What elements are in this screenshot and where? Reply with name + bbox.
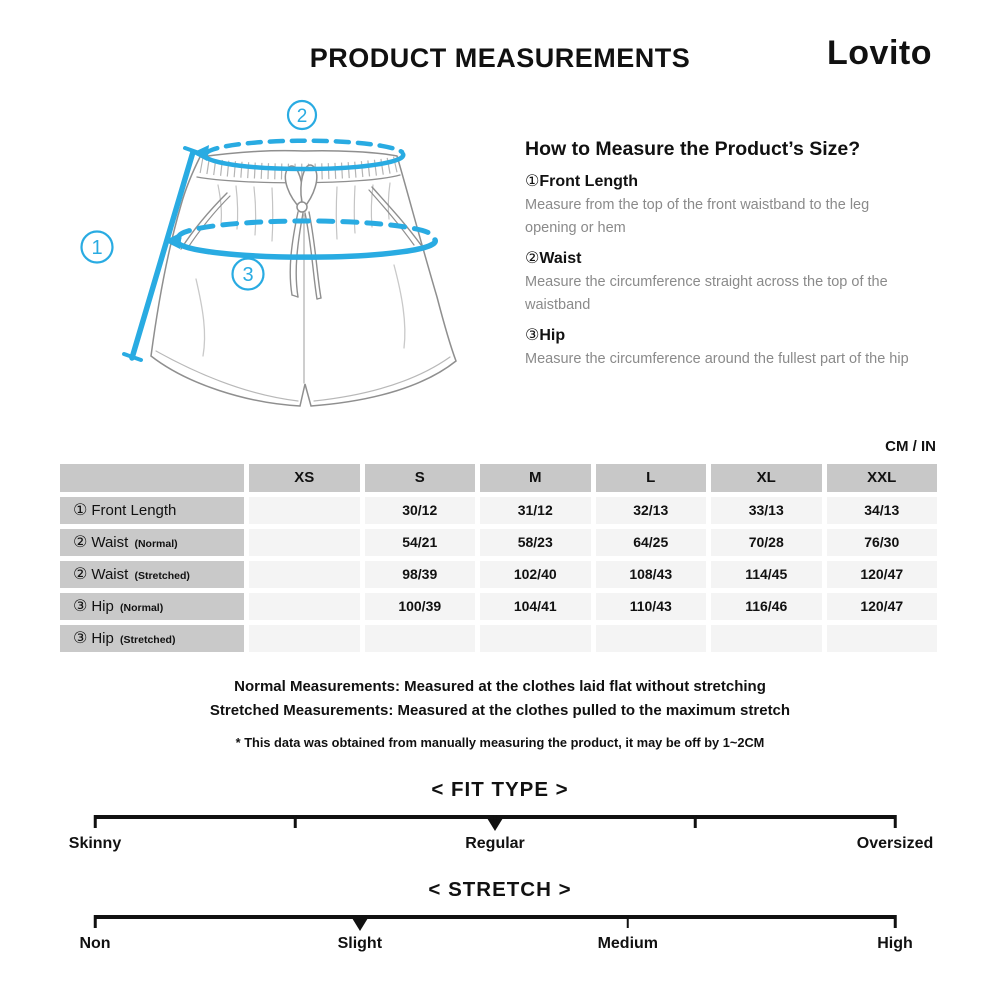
fit-type-title: < FIT TYPE >	[431, 778, 569, 801]
row-label-front-length	[60, 497, 244, 524]
row-name: Hip	[91, 598, 114, 615]
table-cell	[249, 593, 360, 620]
table-cell	[249, 561, 360, 588]
table-cell	[365, 625, 476, 652]
stretch-marker-icon	[352, 918, 368, 931]
row-name: Waist	[91, 534, 129, 551]
how-to-measure-section	[525, 138, 917, 371]
row-label-waist-stretched	[60, 561, 244, 588]
row-name: Waist	[91, 566, 129, 583]
page-title: PRODUCT MEASUREMENTS	[309, 43, 691, 73]
brand-logo: Lovito	[827, 34, 932, 72]
table-cell	[596, 625, 707, 652]
item-number: ②	[525, 250, 540, 267]
unit-label: CM / IN	[885, 438, 936, 455]
table-cell: 114/45	[711, 561, 822, 588]
table-cell	[711, 625, 822, 652]
disclaimer-note: * This data was obtained from manually measuring the product, it may be off by 1~2CM	[235, 735, 765, 750]
fit-label-oversized: Oversized	[856, 835, 934, 852]
table-cell	[480, 625, 591, 652]
note-stretched: Stretched Measurements: Measured at the clothes pulled to the maximum stretch	[209, 701, 791, 719]
scale-tick	[894, 815, 897, 828]
table-cell: 31/12	[480, 497, 591, 524]
scale-tick	[627, 915, 630, 928]
how-to-measure-title: How to Measure the Product’s Size?	[525, 138, 861, 160]
fit-label-skinny: Skinny	[68, 835, 122, 852]
stretch-scale	[95, 915, 895, 919]
row-number: ③	[73, 598, 88, 615]
row-label-hip-stretched	[60, 625, 244, 652]
table-cell: 102/40	[480, 561, 591, 588]
measure-item-hip	[525, 325, 917, 371]
table-cell: 33/13	[711, 497, 822, 524]
table-cell	[827, 625, 938, 652]
stretch-label-slight: Slight	[337, 935, 383, 952]
stretch-title: < STRETCH >	[428, 878, 572, 901]
row-qualifier: (Stretched)	[120, 634, 176, 646]
table-cell: 108/43	[596, 561, 707, 588]
size-header-xxl: XXL	[827, 464, 938, 492]
table-cell	[249, 529, 360, 556]
measure-item-heading	[525, 248, 917, 268]
row-qualifier: (Normal)	[120, 602, 164, 614]
item-description: Measure the circumference straight across the top of the waistband	[525, 274, 888, 313]
stretch-labels	[79, 935, 913, 957]
table-cell	[249, 625, 360, 652]
size-header-m: M	[480, 464, 591, 492]
table-corner-cell	[60, 464, 244, 492]
scale-tick	[694, 815, 697, 828]
item-number: ①	[525, 173, 540, 190]
table-cell: 70/28	[711, 529, 822, 556]
fit-label-regular: Regular	[465, 835, 525, 852]
row-label-waist-normal	[60, 529, 244, 556]
stretch-label-high: High	[877, 935, 913, 952]
measurements-table	[60, 464, 937, 652]
item-number: ③	[525, 327, 540, 344]
scale-tick	[494, 815, 497, 828]
table-cell: 76/30	[827, 529, 938, 556]
table-cell: 120/47	[827, 593, 938, 620]
row-qualifier: (Normal)	[134, 538, 178, 550]
note-normal: Normal Measurements: Measured at the clothes laid flat without stretching	[234, 678, 766, 695]
item-name: Waist	[539, 250, 582, 267]
scale-tick	[94, 815, 97, 828]
table-cell: 120/47	[827, 561, 938, 588]
size-header-s: S	[365, 464, 476, 492]
item-name: Hip	[539, 327, 566, 344]
stretch-label-medium: Medium	[597, 935, 659, 952]
row-name: Hip	[91, 630, 114, 647]
size-header-xl: XL	[711, 464, 822, 492]
table-cell: 58/23	[480, 529, 591, 556]
row-number: ②	[73, 566, 88, 583]
item-name: Front Length	[539, 173, 638, 190]
row-name: Front Length	[91, 502, 177, 519]
row-number: ③	[73, 630, 88, 647]
table-cell: 98/39	[365, 561, 476, 588]
measure-item-front-length	[525, 171, 917, 240]
table-cell: 100/39	[365, 593, 476, 620]
size-header-xs: XS	[249, 464, 360, 492]
table-cell: 34/13	[827, 497, 938, 524]
row-qualifier: (Stretched)	[134, 570, 190, 582]
row-label-hip-normal	[60, 593, 244, 620]
table-cell: 32/13	[596, 497, 707, 524]
table-cell: 64/25	[596, 529, 707, 556]
item-description: Measure the circumference around the fullest part of the hip	[525, 351, 909, 367]
table-cell: 30/12	[365, 497, 476, 524]
table-cell: 116/46	[711, 593, 822, 620]
measurement-notes	[0, 675, 1000, 722]
callout-3: 3	[242, 264, 254, 286]
item-description: Measure from the top of the front waistband to the leg opening or hem	[525, 197, 870, 236]
table-cell: 110/43	[596, 593, 707, 620]
scale-tick	[94, 915, 97, 928]
scale-tick	[294, 815, 297, 828]
scale-tick	[894, 915, 897, 928]
stretch-label-non: Non	[79, 935, 111, 952]
row-number: ②	[73, 534, 88, 551]
callout-2: 2	[296, 106, 308, 127]
fit-type-labels	[68, 835, 934, 857]
measure-item-heading	[525, 171, 917, 191]
table-cell: 54/21	[365, 529, 476, 556]
callout-1: 1	[91, 237, 103, 259]
measure-item-heading	[525, 325, 917, 345]
shorts-diagram	[60, 95, 510, 425]
fit-type-scale	[95, 815, 895, 819]
measure-item-waist	[525, 248, 917, 317]
table-cell	[249, 497, 360, 524]
size-header-l: L	[596, 464, 707, 492]
row-number: ①	[73, 502, 88, 519]
table-cell: 104/41	[480, 593, 591, 620]
